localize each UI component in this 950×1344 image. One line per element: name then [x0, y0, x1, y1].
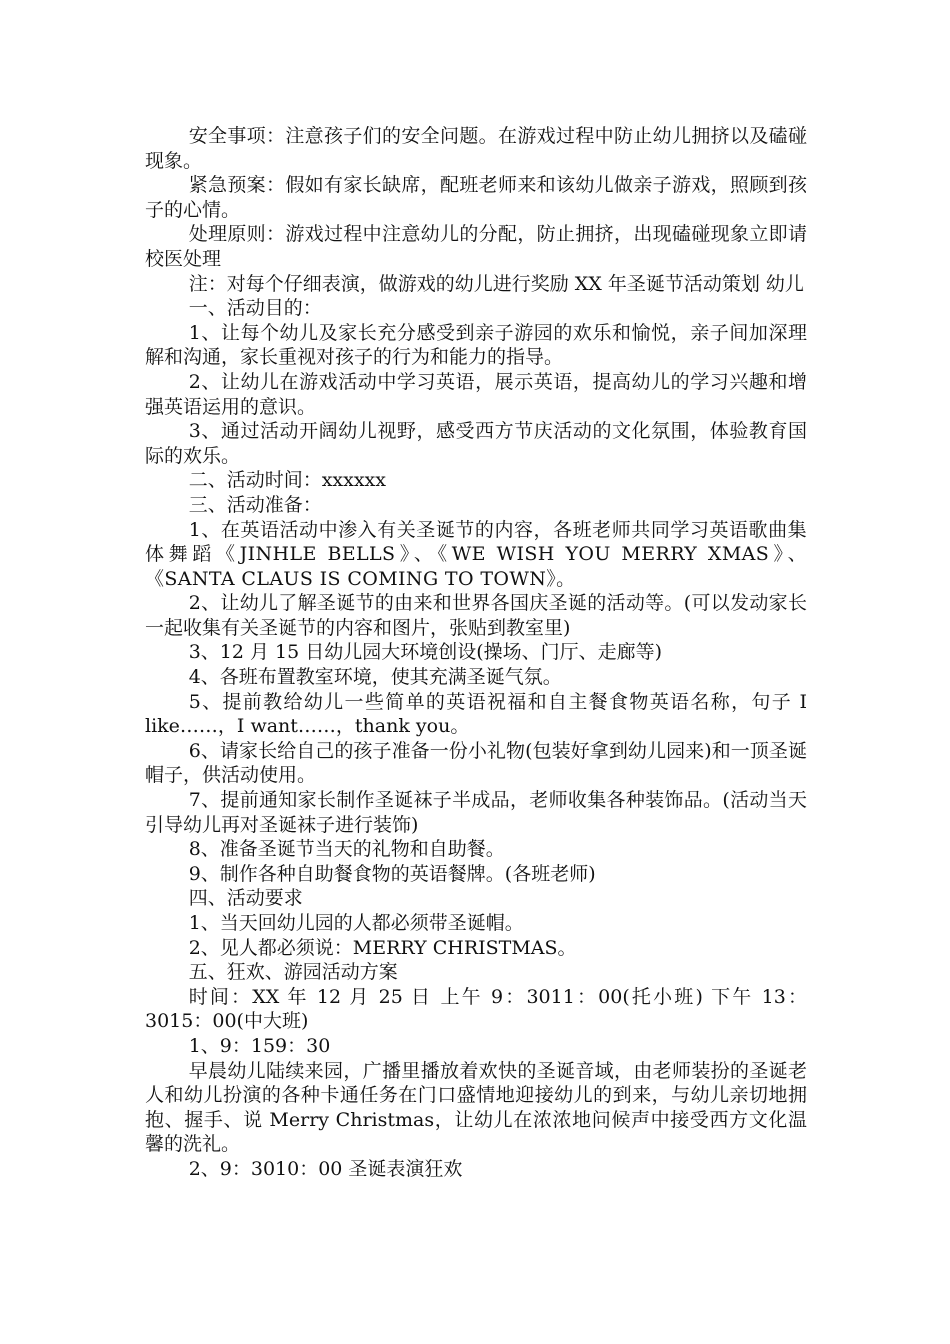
list-item-prep-2: 2、让幼儿了解圣诞节的由来和世界各国庆圣诞的活动等。(可以发动家长一起收集有关圣诞节的内容和图片，张贴到教室里): [145, 592, 807, 639]
heading-activity-goals: 一、活动目的：: [188, 297, 322, 320]
paragraph-morning-welcome: 早晨幼儿陆续来园，广播里播放着欢快的圣诞音域，由老师装扮的圣诞老人和幼儿扮演的各种卡通任务在门口盛情地迎接幼儿的到来，与幼儿亲切地拥抱、握手、说 Merry Christmas，让幼儿在浓浓地问候声中接受西方文化温馨的洗礼。: [145, 1059, 807, 1156]
paragraph-safety: 安全事项：注意孩子们的安全问题。在游戏过程中防止幼儿拥挤以及磕碰现象。: [145, 125, 807, 172]
list-item-prep-3: 3、12 月 15 日幼儿园大环境创设(操场、门厅、走廊等): [188, 641, 663, 664]
heading-activity-preparation: 三、活动准备：: [188, 493, 322, 516]
list-item-prep-1: 1、在英语活动中渗入有关圣诞节的内容，各班老师共同学习英语歌曲集体舞蹈《JINHLE BELLS》、《WE WISH YOU MERRY XMAS》、《SANTA CLAUS IS COMING TO TOWN》。: [145, 518, 807, 590]
list-item-prep-7: 7、提前通知家长制作圣诞袜子半成品，老师收集各种装饰品。(活动当天引导幼儿再对圣诞袜子进行装饰): [145, 789, 807, 836]
list-item-prep-6: 6、请家长给自己的孩子准备一份小礼物(包装好拿到幼儿园来)和一顶圣诞帽子，供活动使用。: [145, 739, 807, 787]
document-page: [145, 124, 807, 1182]
list-item-req-1: 1、当天回幼儿园的人都必须带圣诞帽。: [188, 912, 524, 934]
paragraph-note-title: 注：对每个仔细表演，做游戏的幼儿进行奖励 XX 年圣诞节活动策划 幼儿: [188, 272, 804, 295]
paragraph-handling-principle: 处理原则：游戏过程中注意幼儿的分配，防止拥挤，出现磕碰现象立即请校医处理: [145, 223, 807, 270]
list-item-goal-1: 1、让每个幼儿及家长充分感受到亲子游园的欢乐和愉悦，亲子间加深理解和沟通，家长重视对孩子的行为和能力的指导。: [145, 321, 807, 369]
list-item-prep-5: 5、提前教给幼儿一些简单的英语祝福和自主餐食物英语名称，句子 I like……，I want……，thank you。: [145, 690, 807, 738]
paragraph-schedule-time: 时间：XX 年 12 月 25 日 上午 9：3011：00(托小班) 下午 13：3015：00(中大班): [145, 985, 807, 1033]
paragraph-emergency-plan: 紧急预案：假如有家长缺席，配班老师来和该幼儿做亲子游戏，照顾到孩子的心情。: [145, 174, 807, 221]
list-item-prep-4: 4、各班布置教室环境，使其充满圣诞气氛。: [188, 666, 562, 689]
list-item-prep-8: 8、准备圣诞节当天的礼物和自助餐。: [188, 838, 505, 861]
list-item-schedule-1: 1、9：159：30: [188, 1034, 331, 1057]
list-item-goal-3: 3、通过活动开阔幼儿视野，感受西方节庆活动的文化氛围，体验教育国际的欢乐。: [145, 420, 807, 467]
list-item-req-2: 2、见人都必须说：MERRY CHRISTMAS。: [188, 936, 577, 959]
heading-activity-requirements: 四、活动要求: [188, 887, 303, 910]
heading-carnival-plan: 五、狂欢、游园活动方案: [188, 961, 398, 984]
list-item-schedule-2: 2、9：3010：00 圣诞表演狂欢: [188, 1157, 463, 1180]
list-item-prep-9: 9、制作各种自助餐食物的英语餐牌。(各班老师): [188, 862, 596, 885]
heading-activity-time: 二、活动时间：xxxxxx: [188, 469, 386, 492]
list-item-goal-2: 2、让幼儿在游戏活动中学习英语，展示英语，提高幼儿的学习兴趣和增强英语运用的意识。: [145, 370, 807, 418]
